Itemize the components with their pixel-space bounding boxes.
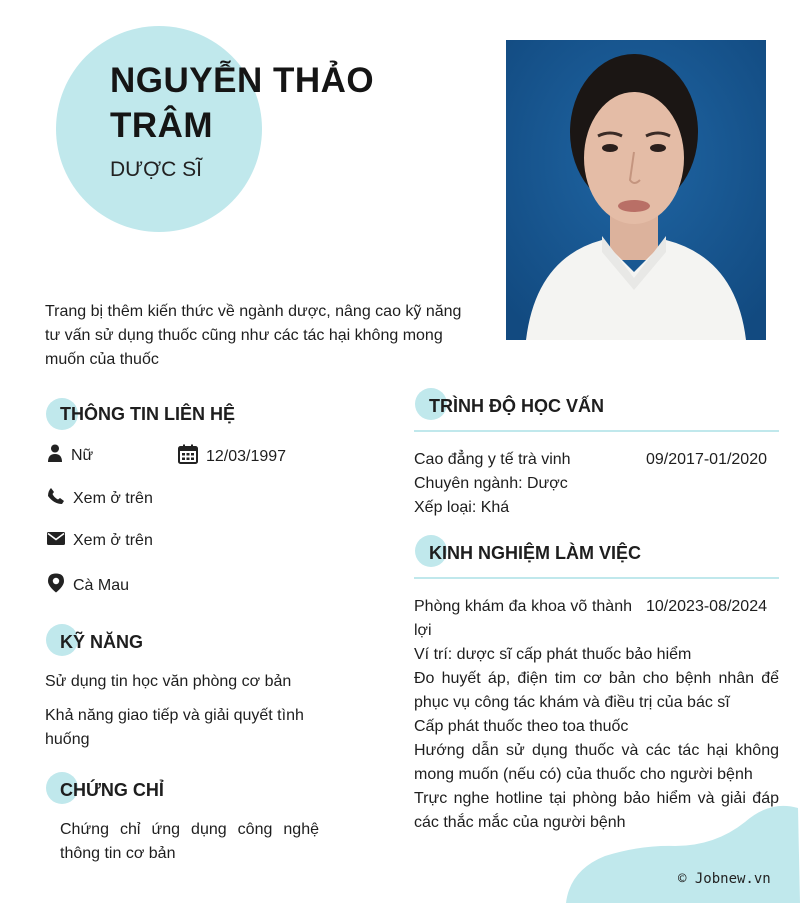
profile-photo	[506, 40, 766, 340]
experience-line: Trực nghe hotline tại phòng bảo hiểm và giải đáp các thắc mắc của người bệnh	[414, 790, 779, 831]
certificate-item: Chứng chỉ ứng dụng công nghệ thông tin cơ bản	[60, 821, 319, 862]
experience-period: 10/2023-08/2024	[646, 598, 767, 615]
career-objective: Trang bị thêm kiến thức về ngành dược, nâng cao kỹ năng tư vấn sử dụng thuốc cũng như các tác hại không mong muốn của thuốc	[45, 303, 462, 368]
experience-line: Hướng dẫn sử dụng thuốc và các tác hại không mong muốn (nếu có) của thuốc cho người bệnh	[414, 742, 779, 783]
experience-line: Cấp phát thuốc theo toa thuốc	[414, 718, 629, 735]
section-divider	[414, 577, 779, 579]
contact-email	[47, 530, 153, 551]
contact-phone	[47, 487, 153, 510]
education-school: Cao đẳng y tế trà vinh	[414, 451, 571, 468]
address-value: Cà Mau	[73, 576, 130, 594]
certificates-section-title: CHỨNG CHỈ	[60, 780, 164, 800]
experience-section-title: KINH NGHIỆM LÀM VIỆC	[429, 543, 642, 563]
skill-item: Sử dụng tin học văn phòng cơ bản	[45, 673, 292, 690]
skills-section-title: KỸ NĂNG	[60, 632, 144, 652]
email-icon	[47, 530, 73, 551]
experience-line: Ví trí: dược sĩ cấp phát thuốc bảo hiểm	[414, 646, 692, 663]
education-major: Chuyên ngành: Dược	[414, 475, 568, 492]
candidate-name: NGUYỄN THẢO TRÂM	[110, 61, 375, 145]
education-grade: Xếp loại: Khá	[414, 499, 510, 516]
copyright-text: © Jobnew.vn	[678, 871, 771, 887]
experience-line: Đo huyết áp, điện tim cơ bản cho bệnh nhân để phục vụ công tác khám và điều trị của bác sĩ	[414, 670, 779, 711]
location-icon	[47, 573, 73, 598]
person-icon	[47, 444, 71, 467]
phone-icon	[47, 487, 73, 510]
contact-gender	[47, 444, 93, 467]
contact-section-title: THÔNG TIN LIÊN HỆ	[60, 404, 235, 424]
contact-address	[47, 573, 129, 598]
calendar-icon	[178, 444, 206, 469]
experience-company: Phòng khám đa khoa võ thành lợi	[414, 598, 632, 639]
phone-value: Xem ở trên	[73, 489, 153, 507]
contact-birthdate	[178, 444, 286, 469]
section-divider	[414, 430, 779, 432]
education-section-title: TRÌNH ĐỘ HỌC VẤN	[429, 396, 604, 416]
education-period: 09/2017-01/2020	[646, 451, 767, 468]
job-title: DƯỢC SĨ	[110, 158, 202, 181]
email-value: Xem ở trên	[73, 531, 153, 549]
birthdate-value: 12/03/1997	[206, 447, 287, 465]
gender-value: Nữ	[71, 446, 94, 464]
skill-item: Khả năng giao tiếp và giải quyết tình huống	[45, 707, 304, 748]
